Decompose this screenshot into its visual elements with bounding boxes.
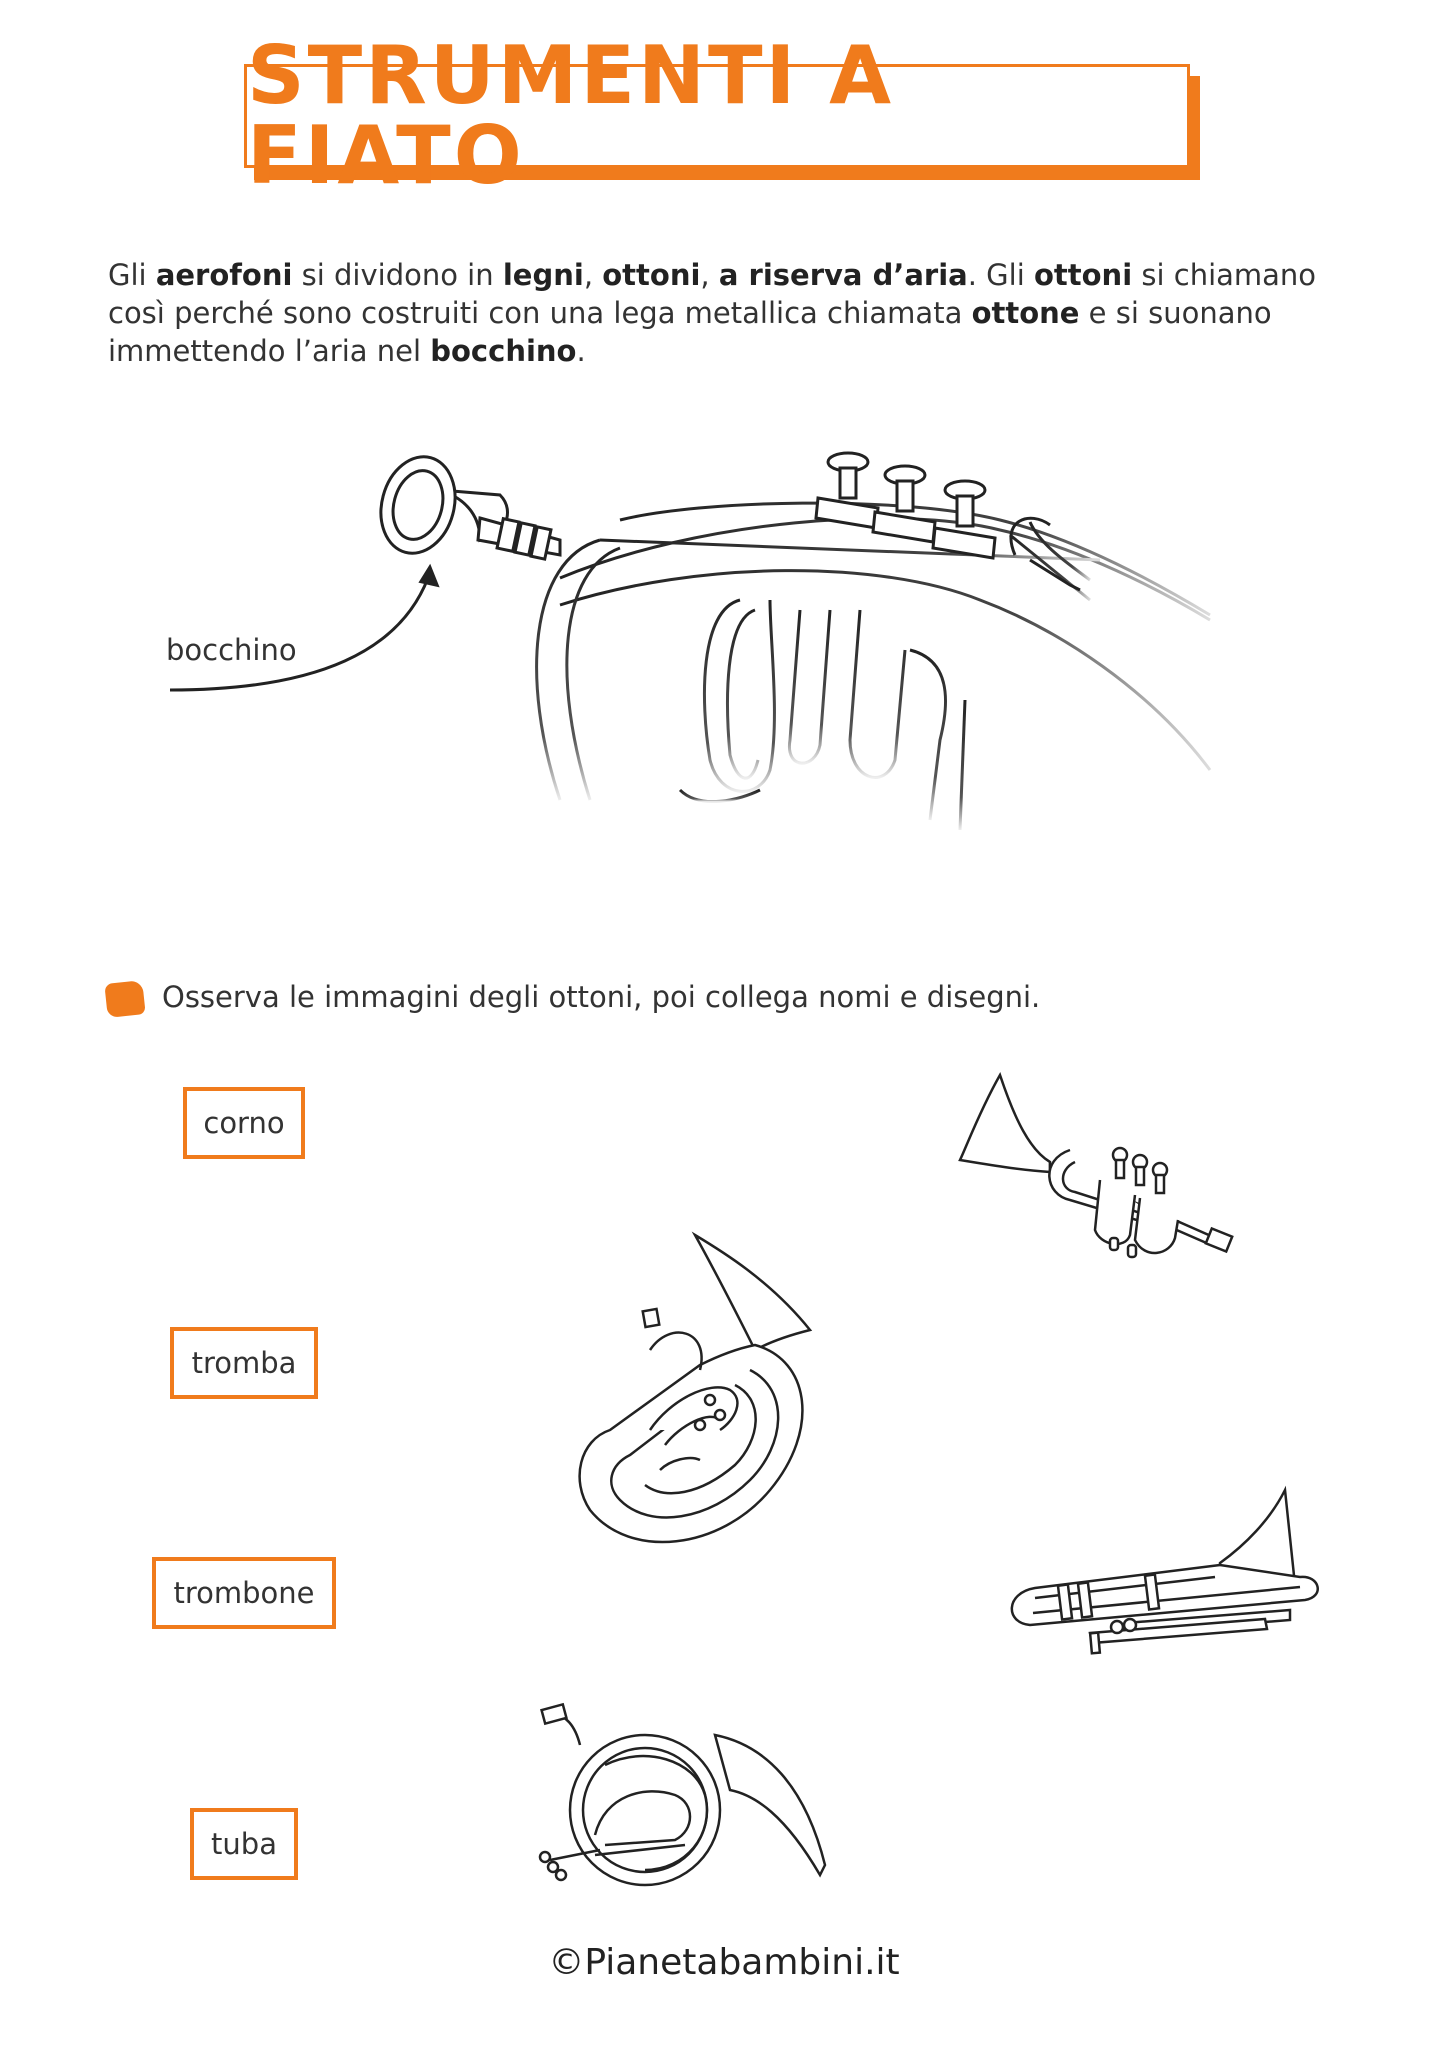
mouthpiece-label: bocchino [166,633,297,667]
large-trumpet-illustration [0,0,1448,900]
name-box-tuba[interactable] [190,1808,298,1880]
intro-bold-aerofoni: aerofoni [155,258,293,292]
trumpet-valves [816,453,995,558]
intro-text: si chiamano così perché sono costruiti con una lega metallica chiamata [108,258,1317,330]
intro-bold-legni: legni [502,258,584,292]
name-label: tromba [191,1346,297,1380]
intro-text: . Gli [967,258,1034,292]
trumpet-drawing[interactable] [950,1070,1240,1270]
arrow-head [420,566,438,586]
intro-text: si dividono in [292,258,503,292]
trumpet-body [560,503,1210,770]
intro-text: . [576,334,586,368]
name-label: corno [203,1106,285,1140]
exercise-instruction: Osserva le immagini degli ottoni, poi collega nomi e disegni. [162,980,1041,1014]
intro-bold-ottoni: ottoni [602,258,701,292]
name-box-trombone[interactable] [152,1557,336,1629]
intro-text: , [583,258,603,292]
tuba-drawing[interactable] [570,1230,840,1560]
intro-text: Gli [108,258,156,292]
intro-bold-ottone: ottone [971,296,1080,330]
trombone-drawing[interactable] [1005,1485,1315,1685]
name-label: trombone [173,1576,315,1610]
intro-bold-riserva: a riserva d’aria [718,258,968,292]
name-box-corno[interactable] [183,1087,305,1159]
name-box-tromba[interactable] [170,1327,318,1399]
intro-text: e si suonano immettendo l’aria nel [108,296,1272,368]
finger-hook-base [1030,560,1080,590]
mouthpiece [371,448,560,561]
intro-text: , [700,258,719,292]
intro-bold-ottoni-2: ottoni [1033,258,1133,292]
footer-copyright: ©Pianetabambini.it [548,1942,900,1983]
bullet-icon [104,980,145,1018]
intro-bold-bocchino: bocchino [430,334,577,368]
page-title: STRUMENTI A FIATO [247,29,895,202]
trumpet-loops [537,540,965,830]
french-horn-drawing[interactable] [535,1705,835,1895]
name-label: tuba [211,1827,277,1861]
